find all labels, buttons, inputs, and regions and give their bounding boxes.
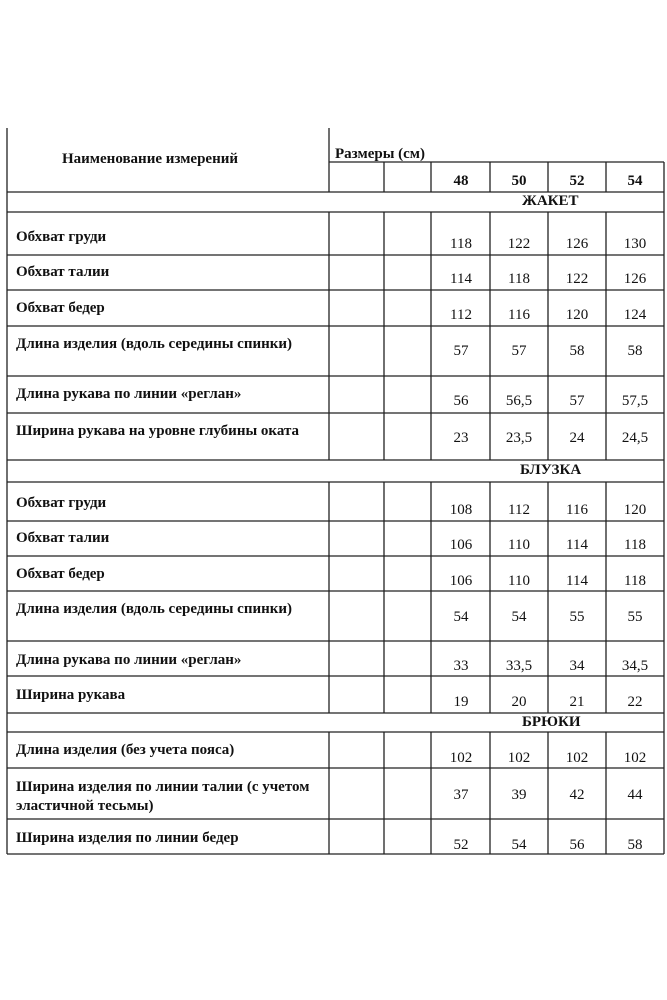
- section-title-trousers: БРЮКИ: [522, 714, 581, 730]
- cell-value: 102: [623, 750, 647, 766]
- cell-value: 56: [453, 393, 469, 409]
- cell-value: 22: [627, 694, 643, 710]
- cell-value: 112: [508, 502, 530, 518]
- cell-value: 23: [453, 430, 469, 446]
- cell-value: 34: [569, 658, 585, 674]
- cell-value: 126: [623, 271, 647, 287]
- cell-value: 42: [569, 787, 585, 803]
- cell-value: 37: [453, 787, 469, 803]
- row-label: Обхват груди: [16, 495, 107, 511]
- cell-value: 20: [511, 694, 527, 710]
- section-title-jacket: ЖАКЕТ: [522, 193, 579, 209]
- cell-value: 58: [569, 343, 585, 359]
- row-label: Ширина рукава: [16, 687, 126, 703]
- cell-value: 54: [511, 837, 527, 853]
- row-label: Длина изделия (без учета пояса): [16, 742, 235, 758]
- cell-value: 24: [569, 430, 585, 446]
- row-label: Ширина рукава на уровне глубины оката: [16, 423, 300, 439]
- row-label: Длина изделия (вдоль середины спинки): [16, 601, 293, 617]
- cell-value: 56: [569, 837, 585, 853]
- cell-value: 34,5: [621, 658, 649, 674]
- cell-value: 114: [566, 573, 588, 589]
- cell-value: 102: [449, 750, 473, 766]
- cell-value: 57: [453, 343, 469, 359]
- row-label: Обхват груди: [16, 229, 107, 245]
- cell-value: 118: [508, 271, 530, 287]
- size-header-52: 52: [569, 173, 585, 189]
- row-label: Длина рукава по линии «реглан»: [16, 652, 242, 668]
- cell-value: 52: [453, 837, 469, 853]
- cell-value: 21: [569, 694, 585, 710]
- size-header-54: 54: [627, 173, 643, 189]
- cell-value: 57,5: [621, 393, 649, 409]
- cell-value: 44: [627, 787, 643, 803]
- cell-value: 114: [566, 537, 588, 553]
- cell-value: 57: [569, 393, 585, 409]
- cell-value: 120: [623, 502, 647, 518]
- cell-value: 23,5: [505, 430, 533, 446]
- row-label: Длина изделия (вдоль середины спинки): [16, 336, 293, 352]
- row-label: Ширина изделия по линии талии (с учетом эластичной тесьмы): [16, 779, 310, 814]
- cell-value: 55: [569, 609, 585, 625]
- cell-value: 120: [565, 307, 589, 323]
- cell-value: 55: [627, 609, 643, 625]
- cell-value: 122: [565, 271, 589, 287]
- cell-value: 57: [511, 343, 527, 359]
- cell-value: 116: [566, 502, 588, 518]
- row-label: Длина рукава по линии «реглан»: [16, 386, 242, 402]
- column-header-name: Наименование измерений: [62, 151, 239, 167]
- cell-value: 58: [627, 343, 643, 359]
- cell-value: 54: [511, 609, 527, 625]
- sizes-caption: Размеры (см): [335, 146, 426, 162]
- cell-value: 122: [507, 236, 531, 252]
- row-label: Обхват талии: [16, 264, 110, 280]
- size-header-50: 50: [511, 173, 527, 189]
- cell-value: 33: [453, 658, 469, 674]
- cell-value: 118: [450, 236, 472, 252]
- size-header-48: 48: [453, 173, 469, 189]
- cell-value: 54: [453, 609, 469, 625]
- cell-value: 112: [450, 307, 472, 323]
- cell-value: 106: [449, 537, 473, 553]
- cell-value: 56,5: [505, 393, 533, 409]
- cell-value: 108: [449, 502, 473, 518]
- section-title-blouse: БЛУЗКА: [520, 462, 582, 478]
- cell-value: 19: [453, 694, 469, 710]
- cell-value: 33,5: [505, 658, 533, 674]
- cell-value: 130: [623, 236, 647, 252]
- cell-value: 24,5: [621, 430, 649, 446]
- cell-value: 110: [508, 537, 530, 553]
- cell-value: 102: [507, 750, 531, 766]
- cell-value: 110: [508, 573, 530, 589]
- cell-value: 118: [624, 537, 646, 553]
- cell-value: 39: [511, 787, 527, 803]
- cell-value: 58: [627, 837, 643, 853]
- cell-value: 124: [623, 307, 647, 323]
- cell-value: 126: [565, 236, 589, 252]
- cell-value: 118: [624, 573, 646, 589]
- cell-value: 106: [449, 573, 473, 589]
- cell-value: 116: [508, 307, 530, 323]
- cell-value: 102: [565, 750, 589, 766]
- row-label: Обхват талии: [16, 530, 110, 546]
- row-label: Ширина изделия по линии бедер: [16, 830, 239, 846]
- cell-value: 114: [450, 271, 472, 287]
- row-label: Обхват бедер: [16, 566, 105, 582]
- row-label: Обхват бедер: [16, 300, 105, 316]
